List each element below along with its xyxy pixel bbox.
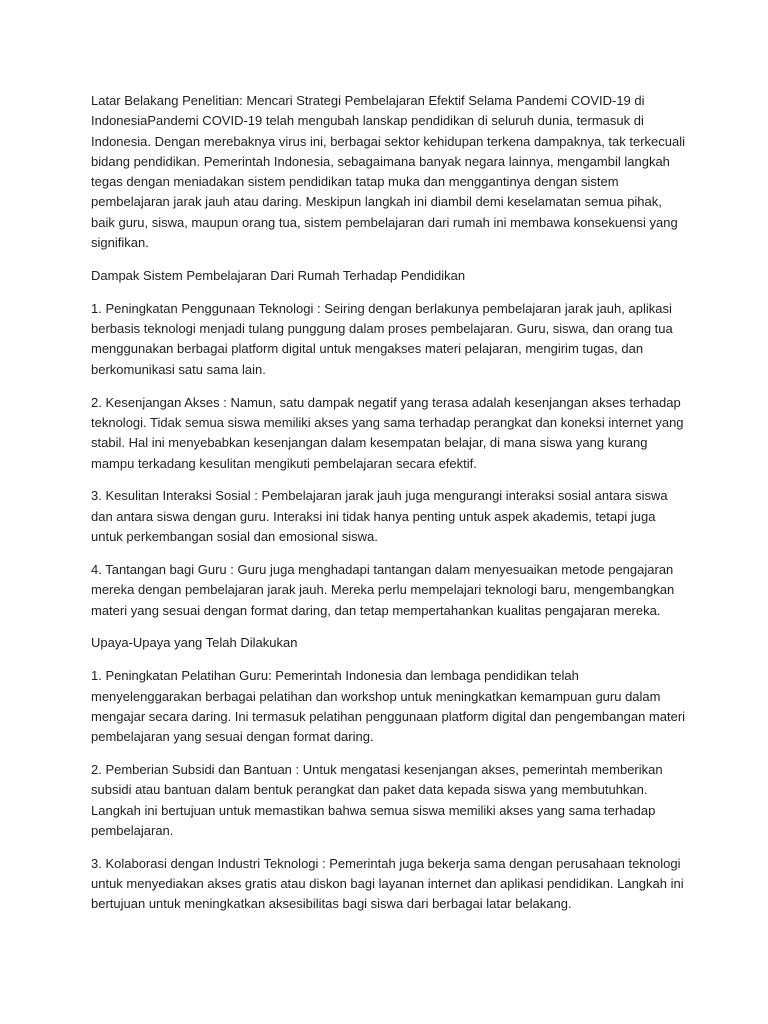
impact-item-teacher-challenge: 4. Tantangan bagi Guru : Guru juga menghadapi tantangan dalam menyesuaikan metode pengajaran mereka dengan pembelajaran jarak jauh. Mereka perlu mempelajari teknologi baru, mengembangkan materi yang sesuai dengan format daring, dan tetap mempertahankan kualitas pengajaran mereka. — [91, 561, 675, 618]
intro-paragraph: Latar Belakang Penelitian: Mencari Strategi Pembelajaran Efektif Selama Pandemi COVID-19 di IndonesiaPandemi COVID-19 telah mengubah lanskap pendidikan di seluruh dunia, termasuk di Indonesia. Dengan merebaknya virus ini, berbagai sektor kehidupan terkena dampaknya, tak terkecuali bidang pendidikan. Pemerintah Indonesia, sebagaimana banyak negara lainnya, mengambil langkah tegas dengan meniadakan sistem pendidikan tatap muka dan menggantinya dengan sistem pembelajaran jarak jauh atau daring. Meskipun langkah ini diambil demi keselamatan semua pihak, baik guru, siswa, maupun orang tua, sistem pembelajaran dari rumah ini membawa konsekuensi yang signifikan. — [91, 93, 686, 251]
effort-item-tech-collaboration: 3. Kolaborasi dengan Industri Teknologi : Pemerintah juga bekerja sama dengan perusahaan teknologi untuk menyediakan akses gratis atau diskon bagi layanan internet dan aplikasi pendidikan. Langkah ini bertujuan untuk meningkatkan aksesibilitas bagi siswa dari berbagai latar belakang. — [91, 855, 684, 912]
impact-item-access-gap: 2. Kesenjangan Akses : Namun, satu dampak negatif yang terasa adalah kesenjangan akses terhadap teknologi. Tidak semua siswa memiliki akses yang sama terhadap perangkat dan koneksi internet yang stabil. Hal ini menyebabkan kesenjangan dalam kesempatan belajar, di mana siswa yang kurang mampu terkadang kesulitan mengikuti pembelajaran secara efektif. — [91, 394, 684, 471]
effort-item-teacher-training: 1. Peningkatan Pelatihan Guru: Pemerintah Indonesia dan lembaga pendidikan telah menyelenggarakan berbagai pelatihan dan workshop untuk meningkatkan kemampuan guru dalam mengajar secara daring. Ini termasuk pelatihan penggunaan platform digital dan pengembangan materi pembelajaran yang sesuai dengan format daring. — [91, 668, 686, 745]
impact-item-technology: 1. Peningkatan Penggunaan Teknologi : Seiring dengan berlakunya pembelajaran jarak jauh, aplikasi berbasis teknologi menjadi tulang punggung dalam proses pembelajaran. Guru, siswa, dan orang tua menggunakan berbagai platform digital untuk mengakses materi pelajaran, mengirim tugas, dan berkomunikasi satu sama lain. — [91, 300, 673, 377]
section-heading-impact: Dampak Sistem Pembelajaran Dari Rumah Terhadap Pendidikan — [91, 267, 466, 283]
document-body — [91, 91, 687, 927]
impact-item-social-interaction: 3. Kesulitan Interaksi Sosial : Pembelajaran jarak jauh juga mengurangi interaksi sosial antara siswa dan antara siswa dengan guru. Interaksi ini tidak hanya penting untuk aspek akademis, tetapi juga untuk perkembangan sosial dan emosional siswa. — [91, 488, 668, 545]
effort-item-subsidy: 2. Pemberian Subsidi dan Bantuan : Untuk mengatasi kesenjangan akses, pemerintah memberikan subsidi atau bantuan dalam bentuk perangkat dan paket data kepada siswa yang membutuhkan. Langkah ini bertujuan untuk memastikan bahwa semua siswa memiliki akses yang sama terhadap pembelajaran. — [91, 762, 663, 838]
section-heading-efforts: Upaya-Upaya yang Telah Dilakukan — [91, 635, 298, 651]
